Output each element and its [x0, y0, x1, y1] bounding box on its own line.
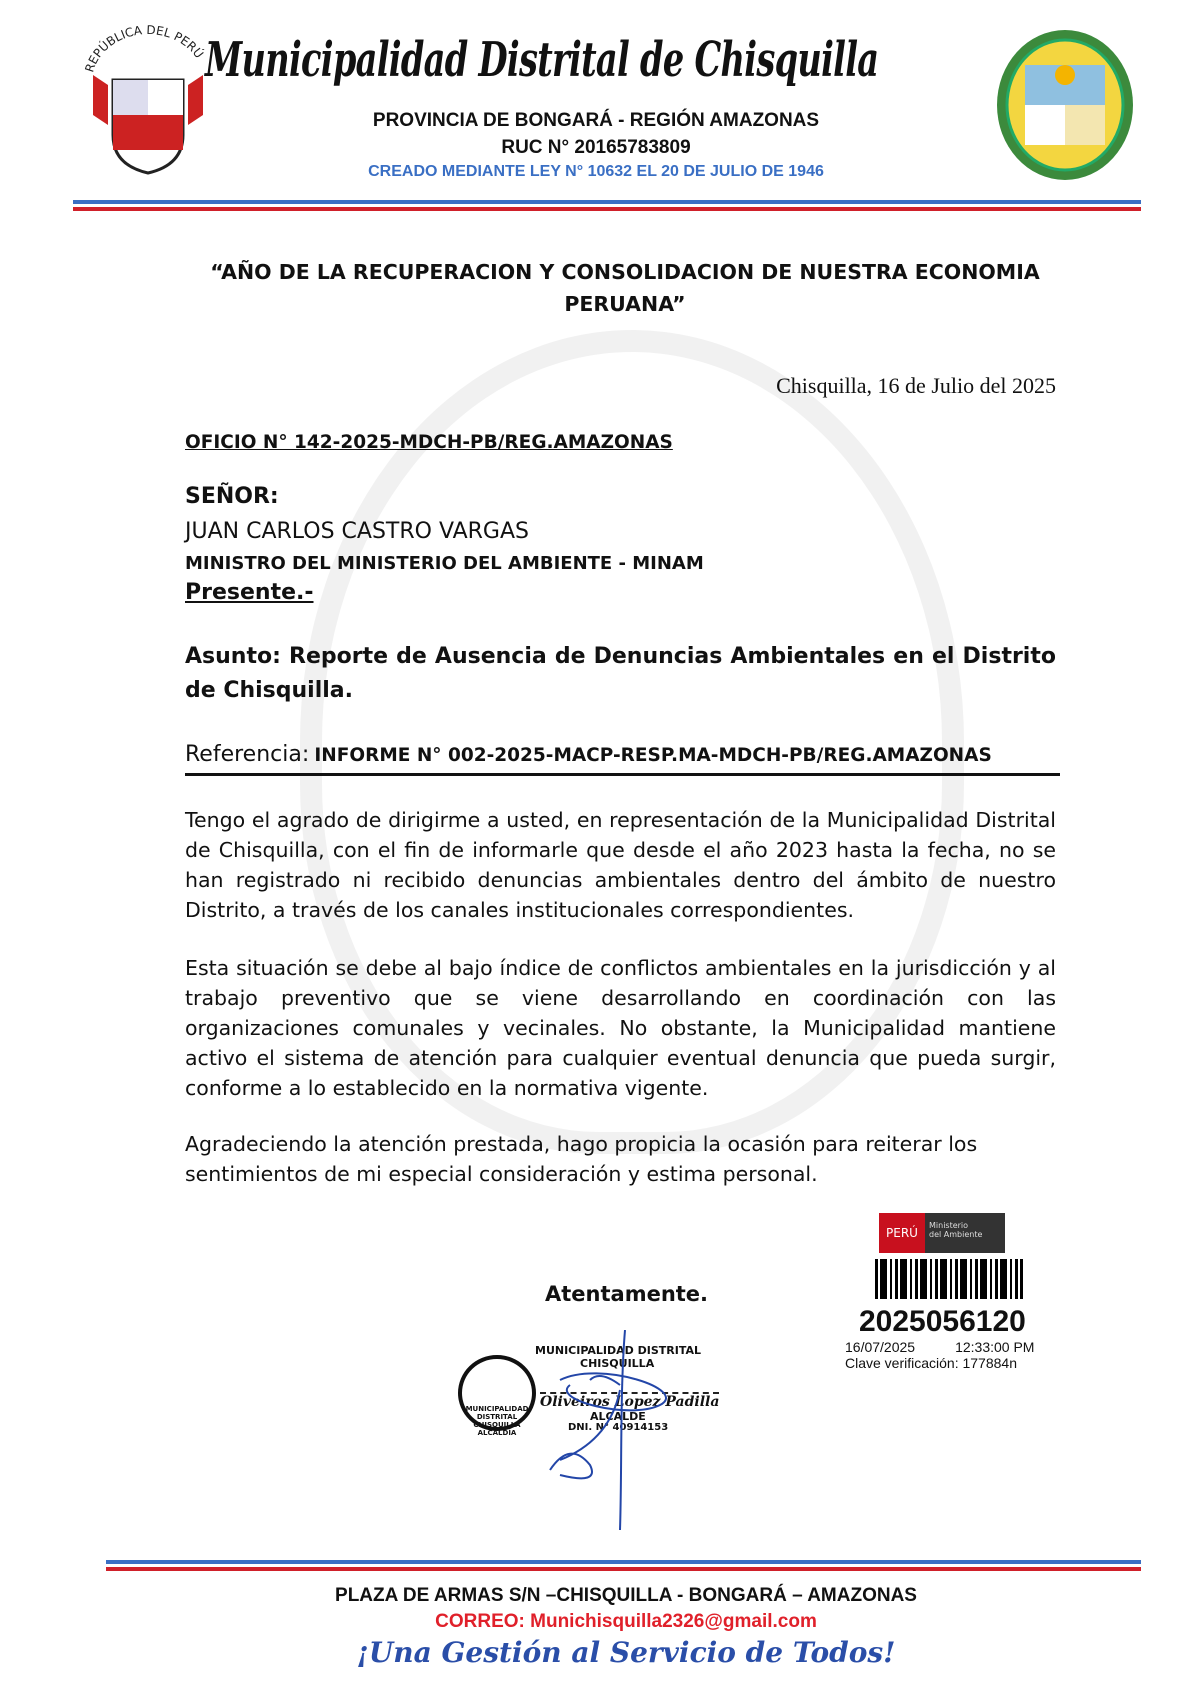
paragraph-1: Tengo el agrado de dirigirme a usted, en representación de la Municipalidad Distrital de Chisquilla, con el fin de informarle que desde el año 2023 hasta la fecha, no se han registrado ni recibido denuncias ambientales dentro del ámbito de nuestro Distrito, a través de los canales institucionales correspondientes.: [185, 808, 1056, 922]
stamp-line-2: CHISQUILLA: [580, 1357, 655, 1370]
creation-line: CREADO MEDIANTE LEY N° 10632 EL 20 DE JULIO DE 1946: [368, 163, 824, 180]
footer-address: PLAZA DE ARMAS S/N –CHISQUILLA - BONGARÁ – AMAZONAS: [335, 1585, 917, 1606]
recipient-position: MINISTRO DEL MINISTERIO DEL AMBIENTE - MINAM: [185, 553, 704, 574]
asunto: [185, 640, 1056, 708]
recipient-salutation: SEÑOR:: [185, 484, 279, 509]
ministry-logo: [879, 1213, 1005, 1253]
round-stamp-text: MUNICIPALIDAD DISTRITAL CHISQUILLA ALCALDÍA: [465, 1405, 529, 1437]
asunto-text: Reporte de Ausencia de Denuncias Ambientales en el Distrito de Chisquilla.: [185, 644, 1056, 703]
referencia-text: INFORME N° 002-2025-MACP-RESP.MA-MDCH-PB/REG.AMAZONAS: [314, 745, 992, 766]
signature-block: [450, 1330, 720, 1530]
signer-role: ALCALDE: [590, 1410, 646, 1423]
ministry-line-1: Ministerio: [929, 1221, 969, 1230]
receipt-stamp: [845, 1213, 1045, 1371]
year-motto: “AÑO DE LA RECUPERACION Y CONSOLIDACION DE NUESTRA ECONOMIA PERUANA”: [210, 260, 1040, 316]
receipt-number: 2025056120: [859, 1305, 1026, 1338]
letter-date: Chisquilla, 16 de Julio del 2025: [776, 373, 1056, 398]
footer-slogan: ¡Una Gestión al Servicio de Todos!: [356, 1636, 896, 1669]
peru-coat-of-arms: [85, 25, 210, 185]
referencia: [185, 742, 1060, 776]
footer-email: CORREO: Munichisquilla2326@gmail.com: [435, 1611, 817, 1632]
paragraph-2: Esta situación se debe al bajo índice de conflictos ambientales en la jurisdicción y al trabajo preventivo que se viene desarrollando en coordinación con las organizaciones comunales y vecinales. No obstante, la Municipalidad mantiene activo el sistema de atención para cualquier eventual denuncia que pueda surgir, conforme a lo establecido en la normativa vigente.: [185, 956, 1056, 1100]
presente: Presente.-: [185, 580, 314, 605]
barcode: [875, 1259, 1023, 1299]
verification-key: Clave verificación: 177884n: [845, 1355, 1017, 1371]
ruc-line: RUC N° 20165783809: [501, 137, 691, 158]
paragraph-3: Agradeciendo la atención prestada, hago propicia la ocasión para reiterar los sentimientos de mi especial consideración y estima personal.: [185, 1132, 978, 1186]
footer-divider: [106, 1560, 1141, 1574]
closing: Atentamente.: [545, 1282, 709, 1306]
stamp-line-1: MUNICIPALIDAD DISTRITAL: [535, 1344, 701, 1357]
header-divider: [73, 200, 1141, 214]
ministry-line-2: del Ambiente: [929, 1230, 983, 1239]
svg-text:REPÚBLICA DEL PERÚ: [85, 25, 207, 74]
signer-dni: DNI. N° 40914153: [568, 1422, 669, 1433]
left-seal-text: EPÚBLICA DEL PERÚ: [85, 25, 207, 67]
municipality-title: Municipalidad Distrital de Chisquilla: [205, 32, 879, 88]
recipient-name: JUAN CARLOS CASTRO VARGAS: [185, 519, 529, 544]
oficio-number: OFICIO N° 142-2025-MDCH-PB/REG.AMAZONAS: [185, 432, 673, 453]
signer-name: Oliveiros Lopez Padilla: [540, 1394, 720, 1410]
province-line: PROVINCIA DE BONGARÁ - REGIÓN AMAZONAS: [372, 110, 820, 131]
asunto-label: Asunto:: [185, 644, 281, 669]
municipal-seal: [990, 25, 1140, 185]
referencia-label: Referencia:: [185, 742, 310, 767]
handwritten-signature: [450, 1330, 720, 1530]
receipt-date: 16/07/2025: [845, 1339, 916, 1355]
peru-label: PERÚ: [879, 1213, 925, 1253]
receipt-time: 12:33:00 PM: [955, 1339, 1035, 1355]
